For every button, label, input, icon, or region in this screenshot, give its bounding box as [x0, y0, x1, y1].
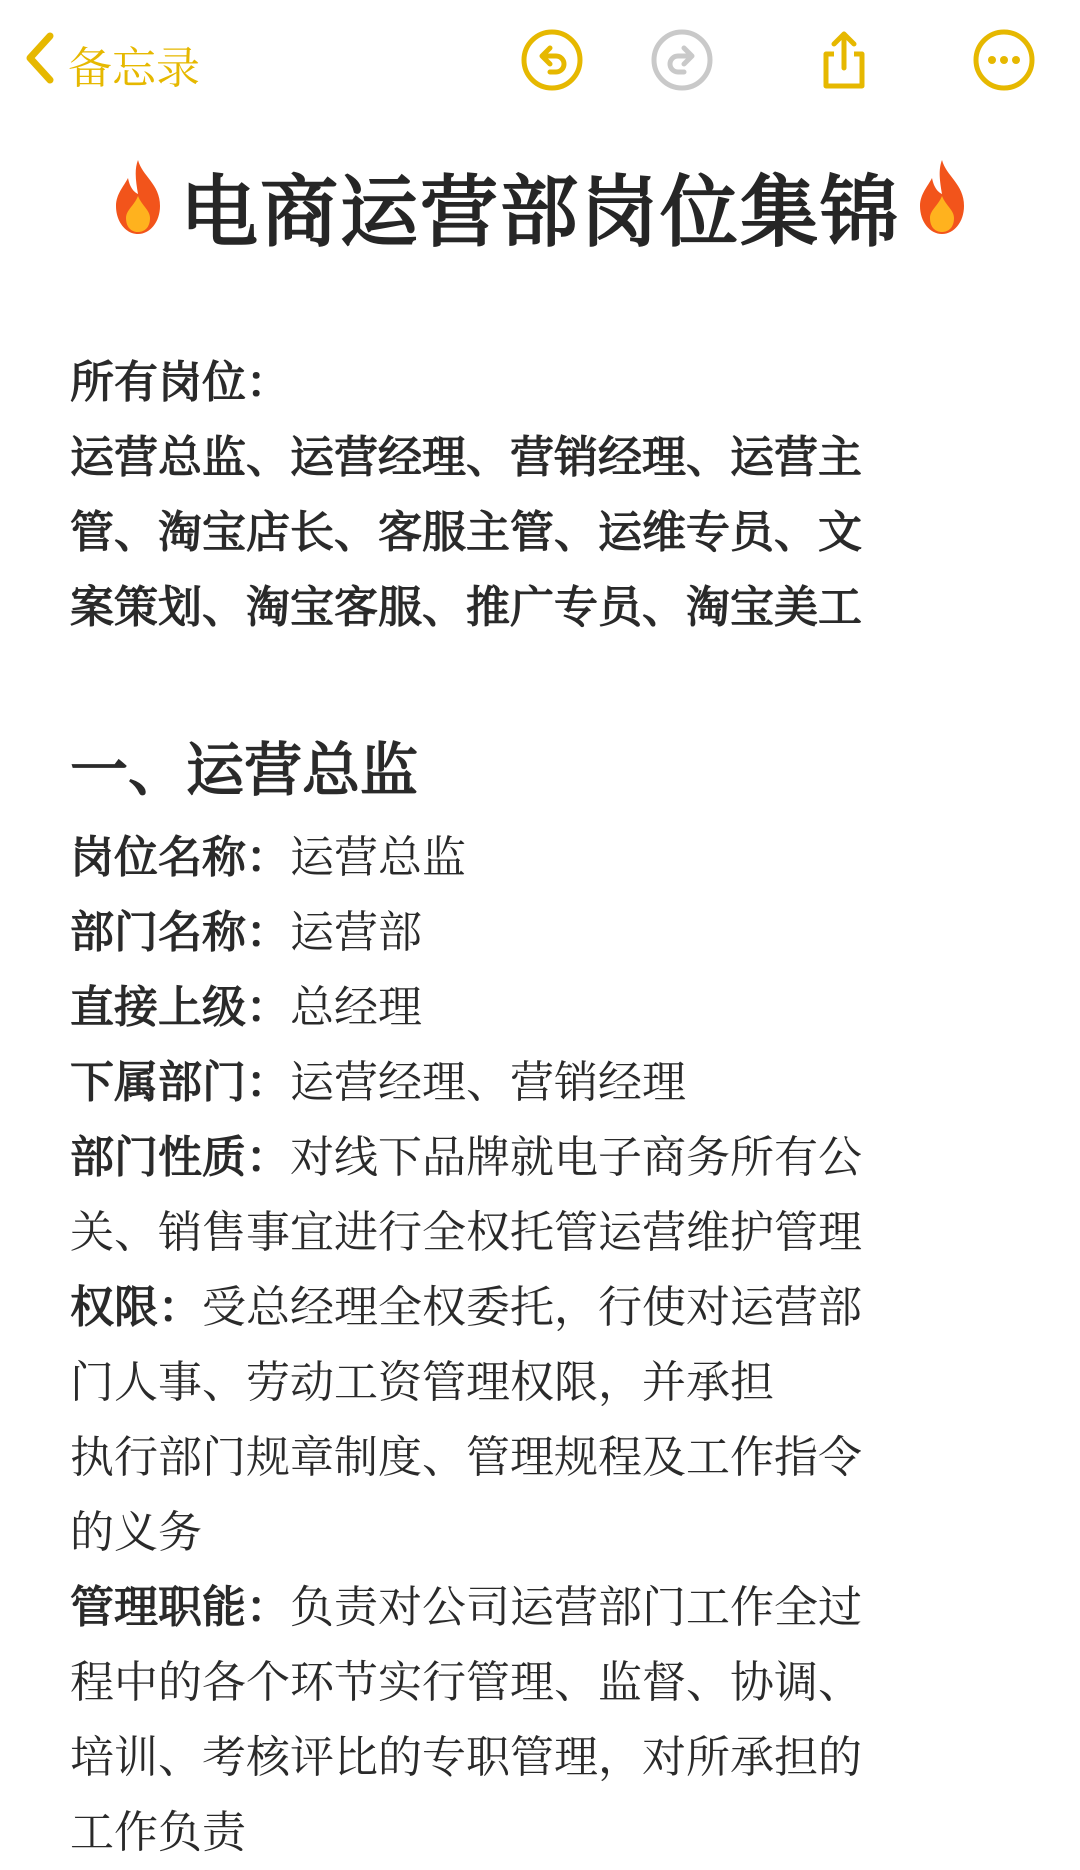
- field-label: 权限：: [70, 1282, 202, 1333]
- dept-nature-line: 关、销售事宜进行全权托管运营维护管理: [70, 1207, 862, 1258]
- back-label: 备忘录: [68, 42, 200, 94]
- section-heading: 一、运营总监: [70, 736, 419, 804]
- field-label: 管理职能：: [70, 1582, 290, 1633]
- mgmt-function-line: 程中的各个环节实行管理、监督、协调、: [70, 1657, 862, 1708]
- dept-nature-row: [70, 1120, 980, 1195]
- field-label: 直接上级：: [70, 982, 290, 1033]
- field-label: 部门性质：: [70, 1132, 290, 1183]
- field-value: 负责对公司运营部门工作全过: [290, 1582, 862, 1633]
- field-value: 运营经理、营销经理: [290, 1057, 686, 1108]
- all-positions-line: 案策划、淘宝客服、推广专员、淘宝美工: [70, 582, 862, 633]
- field-label: 部门名称：: [70, 907, 290, 958]
- field-row: [70, 895, 980, 970]
- note-title-text: 电商运营部岗位集锦: [179, 168, 900, 258]
- field-value: 运营总监: [290, 832, 466, 883]
- all-positions-line: 运营总监、运营经理、营销经理、运营主: [70, 432, 862, 483]
- all-positions-line: 管、淘宝店长、客服主管、运维专员、文: [70, 507, 862, 558]
- field-row: [70, 820, 980, 895]
- field-row: [70, 1045, 980, 1120]
- field-row: [70, 970, 980, 1045]
- redo-icon: [650, 28, 714, 96]
- undo-icon: [520, 28, 584, 96]
- authority-line: 门人事、劳动工资管理权限，并承担: [70, 1357, 774, 1408]
- mgmt-function-row: [70, 1570, 980, 1645]
- field-value: 受总经理全权委托，行使对运营部: [202, 1282, 862, 1333]
- chevron-left-icon: [20, 28, 60, 99]
- mgmt-function-line: 培训、考核评比的专职管理，对所承担的: [70, 1732, 862, 1783]
- fire-icon: [102, 156, 174, 257]
- all-positions-label: 所有岗位：: [70, 357, 290, 408]
- share-button[interactable]: [812, 30, 876, 94]
- field-value: 运营部: [290, 907, 422, 958]
- more-icon: [972, 28, 1036, 96]
- note-title: [0, 150, 1080, 262]
- field-value: 总经理: [290, 982, 422, 1033]
- mgmt-function-line: 工作负责: [70, 1807, 246, 1858]
- undo-button[interactable]: [520, 30, 584, 94]
- fire-icon: [906, 156, 978, 257]
- field-label: 下属部门：: [70, 1057, 290, 1108]
- share-icon: [812, 28, 876, 96]
- authority-line: 的义务: [70, 1507, 202, 1558]
- field-value: 对线下品牌就电子商务所有公: [290, 1132, 862, 1183]
- field-label: 岗位名称：: [70, 832, 290, 883]
- more-button[interactable]: [972, 30, 1036, 94]
- note-body[interactable]: [70, 345, 980, 1870]
- back-button[interactable]: [20, 28, 200, 99]
- authority-line: 执行部门规章制度、管理规程及工作指令: [70, 1432, 862, 1483]
- redo-button[interactable]: [650, 30, 714, 94]
- authority-row: [70, 1270, 980, 1345]
- navigation-bar: [0, 0, 1080, 130]
